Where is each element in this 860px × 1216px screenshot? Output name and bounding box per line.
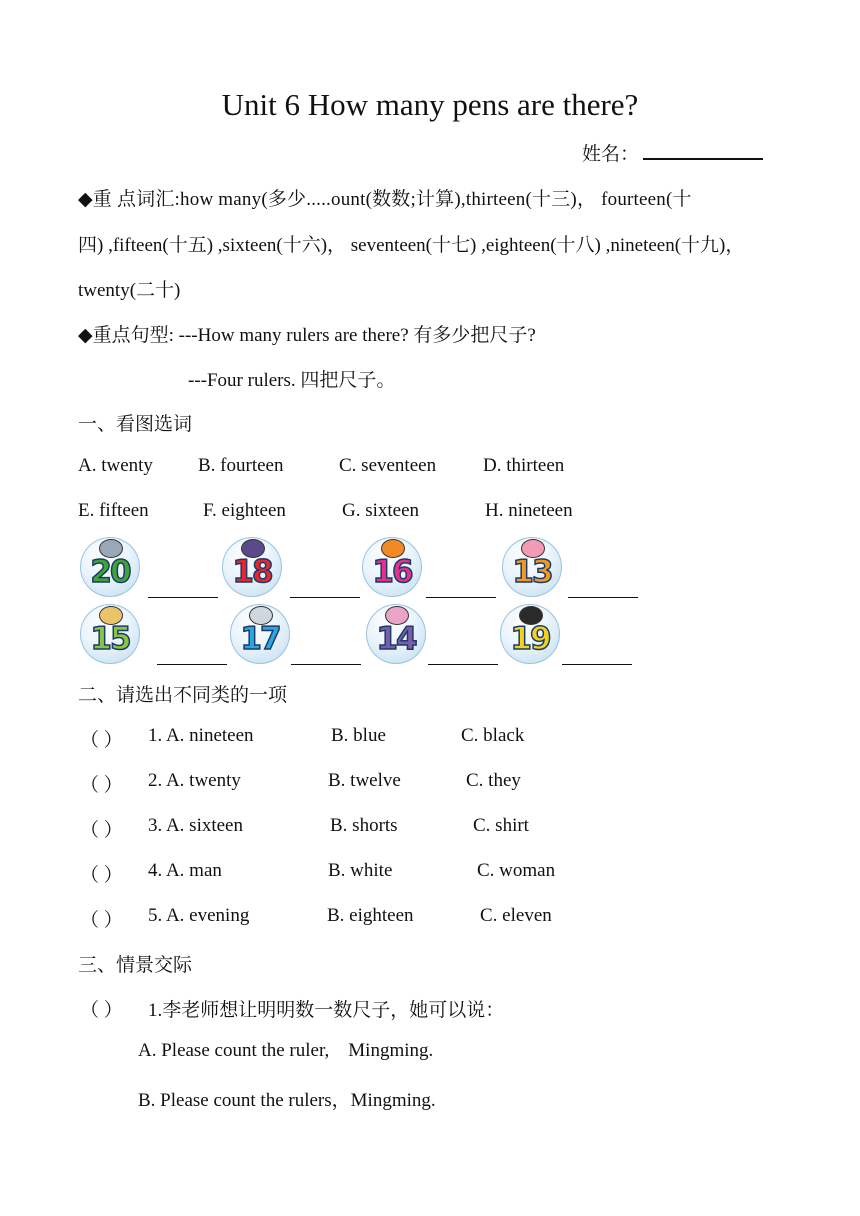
answer-blank[interactable] bbox=[291, 664, 361, 665]
question-1-option-a: 1. A. nineteen bbox=[148, 725, 254, 746]
question-5-option-c: C. eleven bbox=[480, 905, 552, 926]
answer-blank[interactable] bbox=[562, 664, 632, 665]
question-4-option-b: B. white bbox=[328, 860, 393, 881]
question-3-option-a: 3. A. sixteen bbox=[148, 815, 243, 836]
situation-option-a: A. Please count the ruler, Mingming. bbox=[138, 1040, 434, 1061]
section1-heading: 一、看图选词 bbox=[78, 414, 193, 435]
answer-blank[interactable] bbox=[426, 597, 496, 598]
situation-option-b: B. Please count the rulers，Mingming. bbox=[138, 1090, 436, 1111]
number-picture-16 bbox=[362, 537, 422, 597]
picture-number: 15 bbox=[90, 621, 130, 657]
key-sentence-line-2: ---Four rulers. 四把尺子。 bbox=[188, 370, 396, 391]
question-3-option-c: C. shirt bbox=[473, 815, 529, 836]
option-b: B. fourteen bbox=[198, 455, 284, 476]
picture-number: 20 bbox=[90, 554, 130, 590]
option-d: D. thirteen bbox=[483, 455, 565, 476]
question-5-option-a: 5. A. evening bbox=[148, 905, 250, 926]
section2-heading: 二、请选出不同类的一项 bbox=[78, 685, 288, 706]
name-field bbox=[582, 139, 763, 166]
picture-number: 19 bbox=[510, 621, 550, 657]
number-picture-17 bbox=[230, 604, 290, 664]
answer-paren[interactable]: （ ） bbox=[80, 910, 123, 931]
answer-paren[interactable]: （ ） bbox=[80, 1000, 123, 1021]
name-label: 姓名： bbox=[582, 144, 640, 165]
number-picture-15 bbox=[80, 604, 140, 664]
question-4-option-c: C. woman bbox=[477, 860, 556, 881]
question-2-option-b: B. twelve bbox=[328, 770, 401, 791]
picture-number: 16 bbox=[372, 554, 412, 590]
picture-number: 18 bbox=[232, 554, 272, 590]
vocab-line-3: twenty(二十) bbox=[78, 280, 181, 301]
number-picture-20 bbox=[80, 537, 140, 597]
key-sentence-line-1: ◆重点句型: ---How many rulers are there? 有多少把尺子? bbox=[78, 325, 536, 346]
answer-paren[interactable]: （ ） bbox=[80, 865, 123, 886]
option-e: E. fifteen bbox=[78, 500, 149, 521]
answer-blank[interactable] bbox=[157, 664, 227, 665]
number-picture-19 bbox=[500, 604, 560, 664]
picture-number: 13 bbox=[512, 554, 552, 590]
name-blank[interactable] bbox=[643, 144, 763, 160]
number-picture-18 bbox=[222, 537, 282, 597]
option-f: F. eighteen bbox=[203, 500, 286, 521]
answer-paren[interactable]: （ ） bbox=[80, 775, 123, 796]
question-4-option-a: 4. A. man bbox=[148, 860, 222, 881]
picture-number: 14 bbox=[376, 621, 416, 657]
answer-blank[interactable] bbox=[428, 664, 498, 665]
option-g: G. sixteen bbox=[342, 500, 420, 521]
question-3-option-b: B. shorts bbox=[330, 815, 398, 836]
picture-number: 17 bbox=[240, 621, 280, 657]
question-2-option-a: 2. A. twenty bbox=[148, 770, 241, 791]
number-picture-14 bbox=[366, 604, 426, 664]
page-title: Unit 6 How many pens are there? bbox=[221, 87, 639, 122]
option-h: H. nineteen bbox=[485, 500, 573, 521]
question-2-option-c: C. they bbox=[466, 770, 521, 791]
answer-blank[interactable] bbox=[290, 597, 360, 598]
question-1-option-b: B. blue bbox=[331, 725, 386, 746]
answer-blank[interactable] bbox=[568, 597, 638, 598]
section3-heading: 三、情景交际 bbox=[78, 955, 193, 976]
number-picture-13 bbox=[502, 537, 562, 597]
answer-paren[interactable]: （ ） bbox=[80, 730, 123, 751]
question-5-option-b: B. eighteen bbox=[327, 905, 414, 926]
vocab-line-1: ◆重 点词汇:how many(多少.....ount(数数;计算),thirteen(十三)， fourteen(十 bbox=[78, 189, 692, 210]
option-a: A. twenty bbox=[78, 455, 153, 476]
answer-paren[interactable]: （ ） bbox=[80, 820, 123, 841]
question-1-option-c: C. black bbox=[461, 725, 525, 746]
answer-blank[interactable] bbox=[148, 597, 218, 598]
situation-question-1: 1.李老师想让明明数一数尺子，她可以说： bbox=[148, 1000, 505, 1021]
option-c: C. seventeen bbox=[339, 455, 437, 476]
vocab-line-2: 四) ,fifteen(十五) ,sixteen(十六)， seventeen(十七) ,eighteen(十八) ,nineteen(十九)， bbox=[78, 235, 745, 256]
